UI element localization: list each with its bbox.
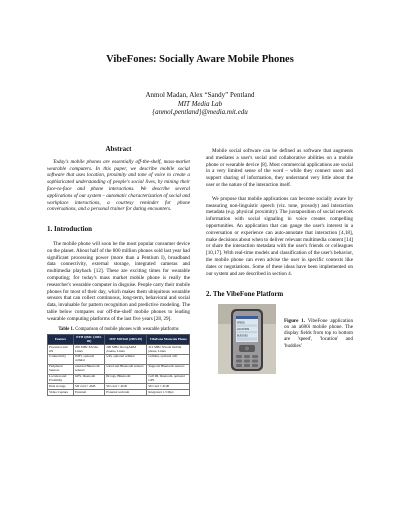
- table-cell: Connectivity: [48, 354, 74, 364]
- table-header-cell: ETH QBIC (2003-06): [74, 335, 105, 345]
- table-row: [48, 345, 190, 355]
- table-cell: Integrated 1.3 Mpx: [147, 390, 190, 396]
- author-affiliation: MIT Media Lab: [177, 99, 223, 108]
- table-row: [48, 390, 190, 396]
- table-header-row: [48, 335, 190, 345]
- figure-caption-text: VibeFone application on an a680i mobile phone. The display fields from top to bottom are 'speed', 'location' and 'buddies': [284, 318, 353, 349]
- table-row: [48, 374, 190, 384]
- figure-caption-label: Figure 1.: [284, 318, 305, 325]
- table-header-cell: VibeFone Motorola Phone: [147, 335, 190, 345]
- table-row: [48, 364, 190, 374]
- section-heading-introduction: 1. Introduction: [47, 225, 92, 234]
- table-cell: 312 MHz XScale mobile phone, Linux: [147, 345, 190, 355]
- table-cell: Data storage: [48, 384, 74, 390]
- table-cell: SD card > 4GB: [74, 384, 105, 390]
- table-cell: External webcam: [105, 390, 147, 396]
- table-cell: IR tags, Bluetooth: [105, 374, 147, 384]
- table-cell: external Bluetooth sensors: [74, 364, 105, 374]
- table-cell: 200 MHz XScale, Linux: [74, 345, 105, 355]
- body-paragraph: Mobile social software can be defined as software that augments and mediates a user's social and collaborative abilities on a mobile phone or wearable device [8]. Most commercial applications are social in a very limited sense of the word – while they connect users and support sharing of information, they understand very little about the user or the nature of the interaction itself.: [206, 148, 353, 188]
- right-column: [206, 148, 353, 376]
- figure-1: [206, 304, 353, 376]
- screen-location-label: LOCATION: [237, 328, 250, 332]
- table-caption-label: Table 1.: [58, 326, 75, 332]
- figure-caption: [284, 318, 353, 348]
- table-cell: Video Capture: [48, 390, 74, 396]
- table-cell: Cell ID, bluetooth, optional GPS: [147, 374, 190, 384]
- table-cell: External: [74, 390, 105, 396]
- table-caption-text: Comparison of mobile phones with wearable platforms: [74, 326, 179, 332]
- table-cell: 200 MHz StrongARM Zaurus, Linux: [105, 345, 147, 355]
- table-caption: [47, 327, 190, 333]
- author-email: {anmol,pentland}@media.mit.edu: [152, 108, 248, 117]
- left-column: [47, 146, 190, 396]
- table-cell: GPS, bluetooth: [74, 374, 105, 384]
- table-cell: SD card > 4GB: [147, 384, 190, 390]
- comparison-table: [47, 334, 190, 396]
- author-block: [0, 91, 400, 117]
- screen-buddies-label: BUDDIES: [237, 334, 248, 338]
- table-cell: Supports Bluetooth sensors: [147, 364, 190, 374]
- section-heading-platform: 2. The VibeFone Platform: [206, 290, 284, 299]
- table-cell: Cellular, optional wifi: [147, 354, 190, 364]
- paper-title: VibeFones: Socially Aware Mobile Phones: [106, 54, 294, 65]
- author-names: Anmol Madan, Alex “Sandy” Pentland: [145, 91, 255, 99]
- table-cell: WiFi, optional cellular: [74, 354, 105, 364]
- table-cell: SD card > 4GB: [105, 384, 147, 390]
- table-header-cell: Feature: [48, 335, 74, 345]
- table-cell: wired and Bluetooth sensors: [105, 364, 147, 374]
- intro-paragraph: The mobile phone will soon be the most popular consumer device on the planet. About half of the 800 million phones sold last year had significant processing power (more than a Pentium I), broadband data connectivity, external storage, integrated cameras and multimedia playback [12]. These are exciting times for wearable computing; for today's mass market mobile phone is really the researcher's wearable computer in disguise. People carry their mobile phones for most of their day, which makes them ubiquitous wearable sensors that can collect continuous, long-term, behavioral and social data, invaluable for pattern recognition and predictive modeling. The table below compares our off-the-shelf mobile phones to leading wearable computing platforms of the last five years [28, 29].: [47, 240, 190, 322]
- table-cell: Location and Proximity: [48, 374, 74, 384]
- table-row: [48, 354, 190, 364]
- table-cell: wifi, optional cellular: [105, 354, 147, 364]
- body-paragraph: We propose that mobile applications can become socially aware by measuring non-linguistic speech (viz. tone, prosody) and interaction metadata (e.g. physical proximity). The juxtaposition of social network information with social signaling in voice creates compelling opportunities. An application that can gauge the user's interest in a conversation or experience can auto-annotate that interaction [4,18], make decisions about when to deliver relevant multimedia content [14] or share the interaction metadata with the user's friends or colleagues [10,17]. With real-time models and classification of the user's behavior, the mobile phone can even advise the user in specific contexts like dates or negotiations. Some of these ideas have been implemented on our system and are described in section 4.: [206, 195, 353, 277]
- table-header-cell: MIT MiThril (2003-05): [105, 335, 147, 345]
- phone-photo: [218, 304, 276, 374]
- abstract-text: Today's mobile phones are essentially off-the-shelf, mass-market wearable computers. In this paper, we describe mobile social software that uses location, proximity and tone of voice to create a sophisticated understanding of people's social lives, by mining their face-to-face and phone interactions. We describe several applications of our system – automatic characterization of social and workplace interactions, a courtesy reminder for phone conversations, and a personal trainer for dating encounters.: [47, 158, 190, 213]
- abstract-heading: Abstract: [105, 145, 132, 153]
- table-cell: Peripheral Sensors: [48, 364, 74, 374]
- table-cell: Processor and OS: [48, 345, 74, 355]
- screen-speed-label: SPEED: [237, 321, 245, 325]
